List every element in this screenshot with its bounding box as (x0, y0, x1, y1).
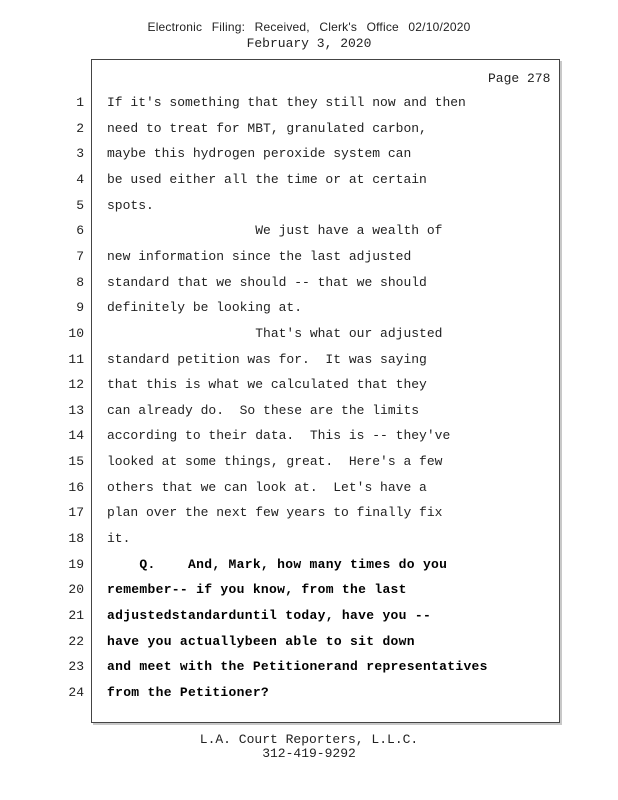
transcript-line (0, 657, 600, 677)
line-text: plan over the next few years to finally fix (107, 505, 443, 521)
line-text: standard that we should -- that we should (107, 274, 427, 290)
transcript-line (0, 324, 600, 344)
transcript-line (0, 452, 600, 472)
line-number: 2 (76, 120, 84, 136)
line-text: definitely be looking at. (107, 300, 303, 316)
transcript-line (0, 555, 600, 575)
transcript-line (0, 273, 600, 293)
line-number: 8 (76, 274, 84, 290)
line-number: 21 (68, 608, 84, 623)
line-number: 24 (68, 684, 84, 700)
line-text: can already do. So these are the limits (107, 402, 420, 418)
line-number: 1 (76, 95, 84, 110)
line-text: spots. (107, 197, 154, 213)
line-text: need to treat for MBT, granulated carbon, (107, 120, 427, 136)
transcript-line (0, 529, 600, 549)
line-text: new information since the last adjusted (107, 248, 412, 264)
line-number: 12 (68, 377, 84, 393)
line-text: standard petition was for. It was saying (107, 351, 427, 367)
line-text: have you actuallybeen able to sit down (107, 633, 415, 649)
line-number: 17 (68, 505, 84, 521)
line-number: 18 (68, 531, 84, 547)
line-number: 20 (68, 582, 84, 598)
transcript-line (0, 119, 600, 139)
transcript-line (0, 401, 600, 421)
transcript-line (0, 221, 600, 241)
line-number: 5 (76, 197, 84, 213)
line-number: 13 (68, 402, 84, 418)
transcript-line (0, 683, 600, 703)
line-number: 11 (68, 351, 84, 367)
transcript-line (0, 375, 600, 395)
line-number: 7 (76, 248, 84, 264)
line-text: be used either all the time or at certain (107, 171, 427, 187)
line-number: 15 (68, 454, 84, 470)
transcript-line (0, 632, 600, 652)
footer (0, 733, 618, 761)
line-text: from the Petitioner? (107, 684, 270, 700)
transcript-line (0, 503, 600, 523)
line-text: according to their data. This is -- they've (107, 428, 451, 444)
transcript-line (0, 580, 600, 600)
line-text: If it's something that they still now and then (107, 95, 466, 110)
transcript-line (0, 144, 600, 164)
line-text: We just have a wealth of (107, 223, 443, 239)
line-number: 23 (68, 659, 84, 675)
transcript-line (0, 196, 600, 216)
transcript-line (0, 426, 600, 446)
line-number: 4 (76, 171, 84, 187)
line-number: 9 (76, 300, 84, 316)
line-text: remember-- if you know, from the last (107, 582, 407, 598)
line-number: 22 (68, 633, 84, 649)
transcript-line (0, 247, 600, 267)
line-number: 10 (68, 325, 84, 341)
line-number: 3 (76, 146, 84, 162)
line-text: maybe this hydrogen peroxide system can (107, 146, 412, 162)
transcript-line (0, 93, 600, 113)
page-number: Page 278 (488, 71, 551, 86)
footer-company: L.A. Court Reporters, L.L.C. (199, 732, 419, 747)
line-text: that this is what we calculated that they (107, 377, 427, 393)
line-number: 14 (68, 428, 84, 444)
transcript-line (0, 170, 600, 190)
transcript-line (0, 298, 600, 318)
line-text: it. (107, 531, 131, 547)
line-number: 6 (76, 223, 84, 239)
filing-stamp: Electronic Filing: Received, Clerk's Office 02/10/2020 (147, 20, 471, 34)
transcript-line (0, 606, 600, 626)
line-text: adjustedstandarduntil today, have you -- (107, 608, 432, 623)
line-text: looked at some things, great. Here's a few (107, 454, 443, 470)
footer-phone: 312-419-9292 (262, 746, 356, 761)
line-number: 16 (68, 479, 84, 495)
line-text: That's what our adjusted (107, 325, 443, 341)
header-date: February 3, 2020 (246, 36, 372, 51)
line-text: and meet with the Petitionerand representatives (107, 659, 488, 675)
line-text: others that we can look at. Let's have a (107, 479, 427, 495)
line-number: 19 (68, 556, 84, 572)
line-text: Q. And, Mark, how many times do you (107, 556, 448, 572)
transcript-line (0, 350, 600, 370)
transcript-line (0, 478, 600, 498)
